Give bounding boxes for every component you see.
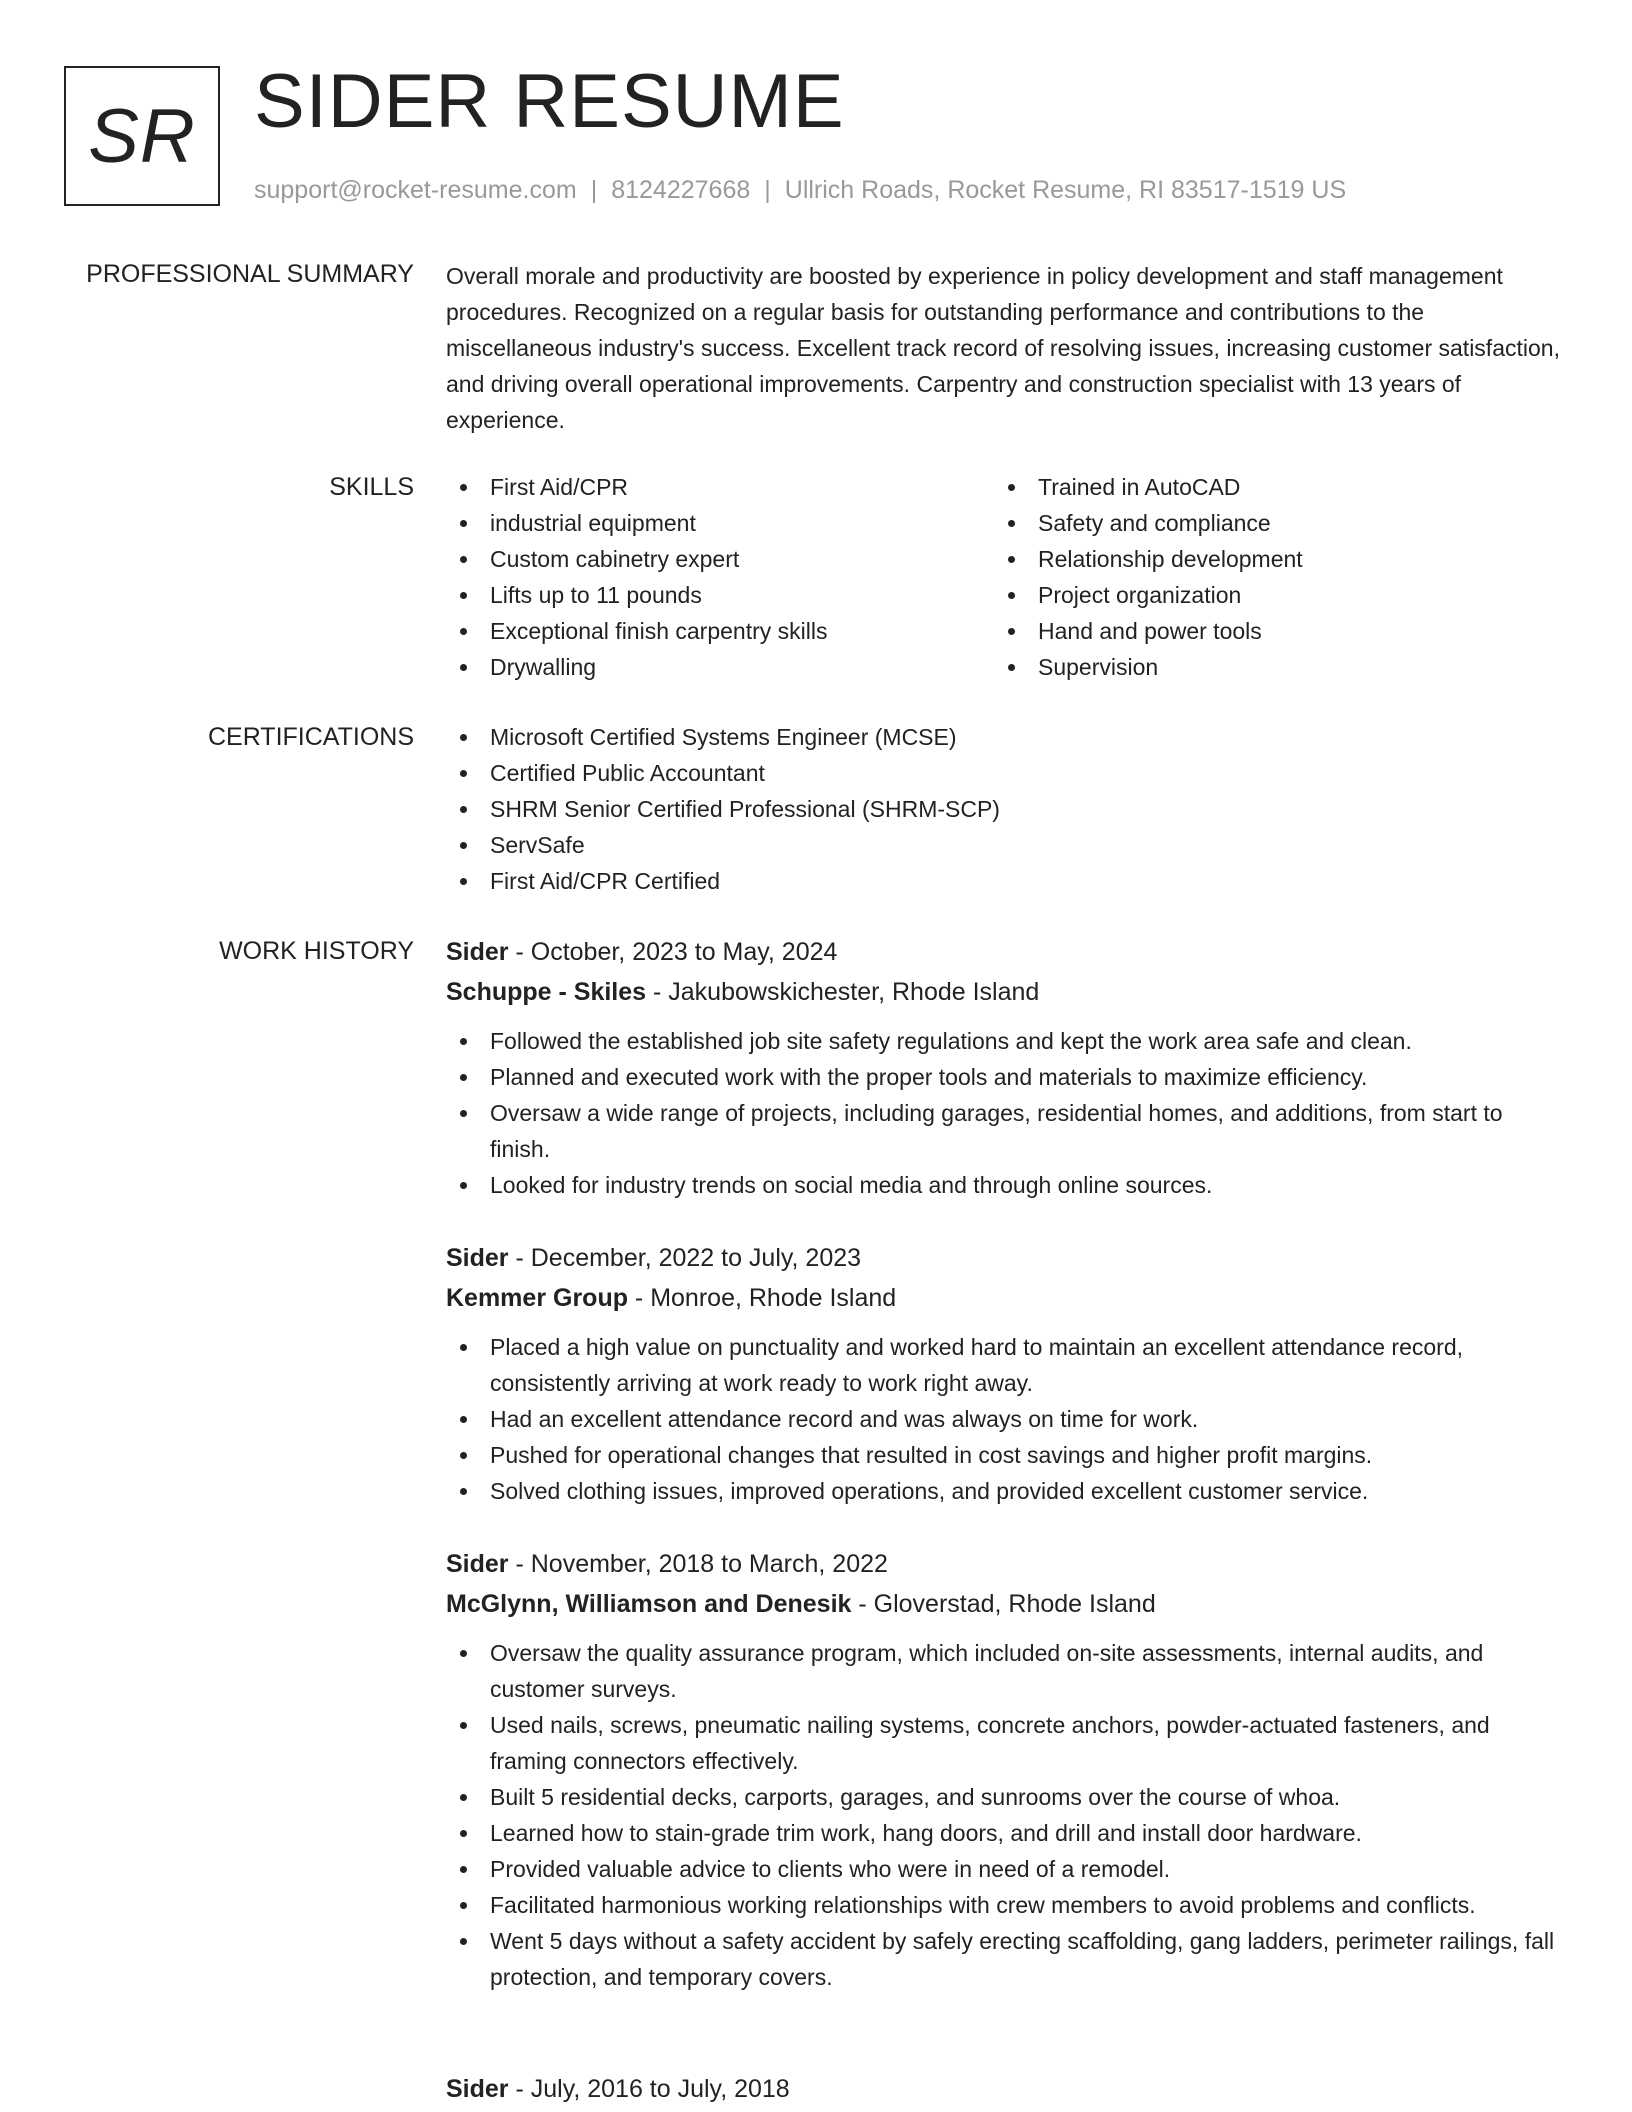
job-company: Schuppe - Skiles	[446, 978, 647, 1006]
skill-item: Hand and power tools	[994, 613, 1542, 649]
job-location: - Monroe, Rhode Island	[627, 1284, 897, 1312]
job-duty-item: Learned how to stain-grade trim work, hang doors, and drill and install door hardware.	[446, 1815, 1566, 1851]
contact-phone[interactable]: 8124227668	[611, 176, 751, 204]
work-history-heading: WORK HISTORY	[219, 937, 414, 965]
job-duty-item: Planned and executed work with the proper tools and materials to maximize efficiency.	[446, 1059, 1566, 1095]
job-duty-item: Had an excellent attendance record and was always on time for work.	[446, 1401, 1566, 1437]
job-duties-list	[446, 1329, 1566, 1509]
job-duty-item: Built 5 residential decks, carports, garages, and sunrooms over the course of whoa.	[446, 1779, 1566, 1815]
job-company-line	[446, 973, 1566, 1011]
monogram	[64, 66, 220, 206]
job-entry	[446, 1545, 1566, 1995]
skill-item: industrial equipment	[446, 505, 994, 541]
certification-item: Certified Public Accountant	[446, 755, 1566, 791]
certifications-body	[446, 719, 1566, 899]
summary-text: Overall morale and productivity are boosted by experience in policy development and staff management procedures. Recognized on a regular basis for outstanding performance and contributions to the miscellaneous industry's success. Excellent track record of resolving issues, increasing customer satisfaction, and driving overall operational improvements. Carpentry and construction specialist with 13 years of experience.	[446, 263, 1560, 433]
job-location: - Gloverstad, Rhode Island	[851, 1590, 1156, 1618]
job-location: - Jakubowskichester, Rhode Island	[646, 978, 1040, 1006]
contact-email[interactable]: support@rocket-resume.com	[254, 176, 577, 204]
job-entry	[446, 933, 1566, 1203]
job-duty-item: Went 5 days without a safety accident by safely erecting scaffolding, gang ladders, perimeter railings, fall protection, and temporary covers.	[446, 1923, 1566, 1995]
job-title: Sider	[446, 1550, 509, 1578]
job-company: McGlynn, Williamson and Denesik	[446, 1590, 852, 1618]
job-duties-list	[446, 1023, 1566, 1203]
job-duty-item: Solved clothing issues, improved operations, and provided excellent customer service.	[446, 1473, 1566, 1509]
skill-item: Supervision	[994, 649, 1542, 685]
certifications-heading: CERTIFICATIONS	[207, 723, 414, 751]
skills-heading: SKILLS	[329, 473, 414, 501]
skill-item: Relationship development	[994, 541, 1542, 577]
job-duty-item: Pushed for operational changes that resulted in cost savings and higher profit margins.	[446, 1437, 1566, 1473]
job-company: Kemmer Group	[446, 1284, 628, 1312]
job-title-line	[446, 1239, 1566, 1277]
skill-item: Exceptional finish carpentry skills	[446, 613, 994, 649]
certification-item: ServSafe	[446, 827, 1566, 863]
skill-item: Project organization	[994, 577, 1542, 613]
job-duty-item: Looked for industry trends on social media and through online sources.	[446, 1167, 1566, 1203]
job-title-line	[446, 933, 1566, 971]
job-company-line	[446, 1585, 1566, 1623]
job-title: Sider	[446, 2075, 509, 2103]
job-duty-item: Placed a high value on punctuality and worked hard to maintain an excellent attendance record, consistently arriving at work ready to work right away.	[446, 1329, 1566, 1401]
job-company-line	[446, 1279, 1566, 1317]
skill-item: Trained in AutoCAD	[994, 469, 1542, 505]
certification-item: First Aid/CPR Certified	[446, 863, 1566, 899]
certification-item: SHRM Senior Certified Professional (SHRM-SCP)	[446, 791, 1566, 827]
job-title-line	[446, 2070, 1566, 2108]
job-duty-item: Oversaw the quality assurance program, which included on-site assessments, internal audits, and customer surveys.	[446, 1635, 1566, 1707]
job-title-line	[446, 1545, 1566, 1583]
skill-item: Custom cabinetry expert	[446, 541, 994, 577]
skill-item: Drywalling	[446, 649, 994, 685]
job-duty-item: Used nails, screws, pneumatic nailing systems, concrete anchors, powder-actuated fasteners, and framing connectors effectively.	[446, 1707, 1566, 1779]
job-dates: - July, 2016 to July, 2018	[508, 2075, 790, 2103]
job-entry	[446, 1239, 1566, 1509]
contact-separator: |	[764, 176, 771, 204]
job-duties-list	[446, 1635, 1566, 1995]
job-duty-item: Facilitated harmonious working relationships with crew members to avoid problems and conflicts.	[446, 1887, 1566, 1923]
certification-item: Microsoft Certified Systems Engineer (MCSE)	[446, 719, 1566, 755]
skill-item: Safety and compliance	[994, 505, 1542, 541]
job-dates: - December, 2022 to July, 2023	[508, 1244, 862, 1272]
contact-separator: |	[590, 176, 598, 204]
job-title: Sider	[446, 1244, 509, 1272]
contact-address: Ullrich Roads, Rocket Resume, RI 83517-1519 US	[784, 176, 1347, 204]
resume-name: SIDER RESUME	[254, 59, 845, 144]
job-duty-item: Followed the established job site safety regulations and kept the work area safe and clean.	[446, 1023, 1566, 1059]
job-dates: - November, 2018 to March, 2022	[508, 1550, 888, 1578]
skill-item: First Aid/CPR	[446, 469, 994, 505]
job-duty-item: Oversaw a wide range of projects, including garages, residential homes, and additions, from start to finish.	[446, 1095, 1566, 1167]
contact-line	[254, 172, 1346, 208]
monogram-initials: SR	[88, 93, 196, 179]
summary-body	[446, 258, 1566, 438]
skills-grid	[446, 469, 1566, 685]
job-dates: - October, 2023 to May, 2024	[508, 938, 838, 966]
job-title: Sider	[446, 938, 509, 966]
skill-item: Lifts up to 11 pounds	[446, 577, 994, 613]
skills-list-right	[994, 469, 1542, 685]
certifications-list	[446, 719, 1566, 899]
job-duty-item: Provided valuable advice to clients who were in need of a remodel.	[446, 1851, 1566, 1887]
job-entry	[446, 2070, 1566, 2108]
skills-body	[446, 469, 1566, 685]
summary-heading: PROFESSIONAL SUMMARY	[86, 260, 414, 288]
skills-list-left	[446, 469, 994, 685]
